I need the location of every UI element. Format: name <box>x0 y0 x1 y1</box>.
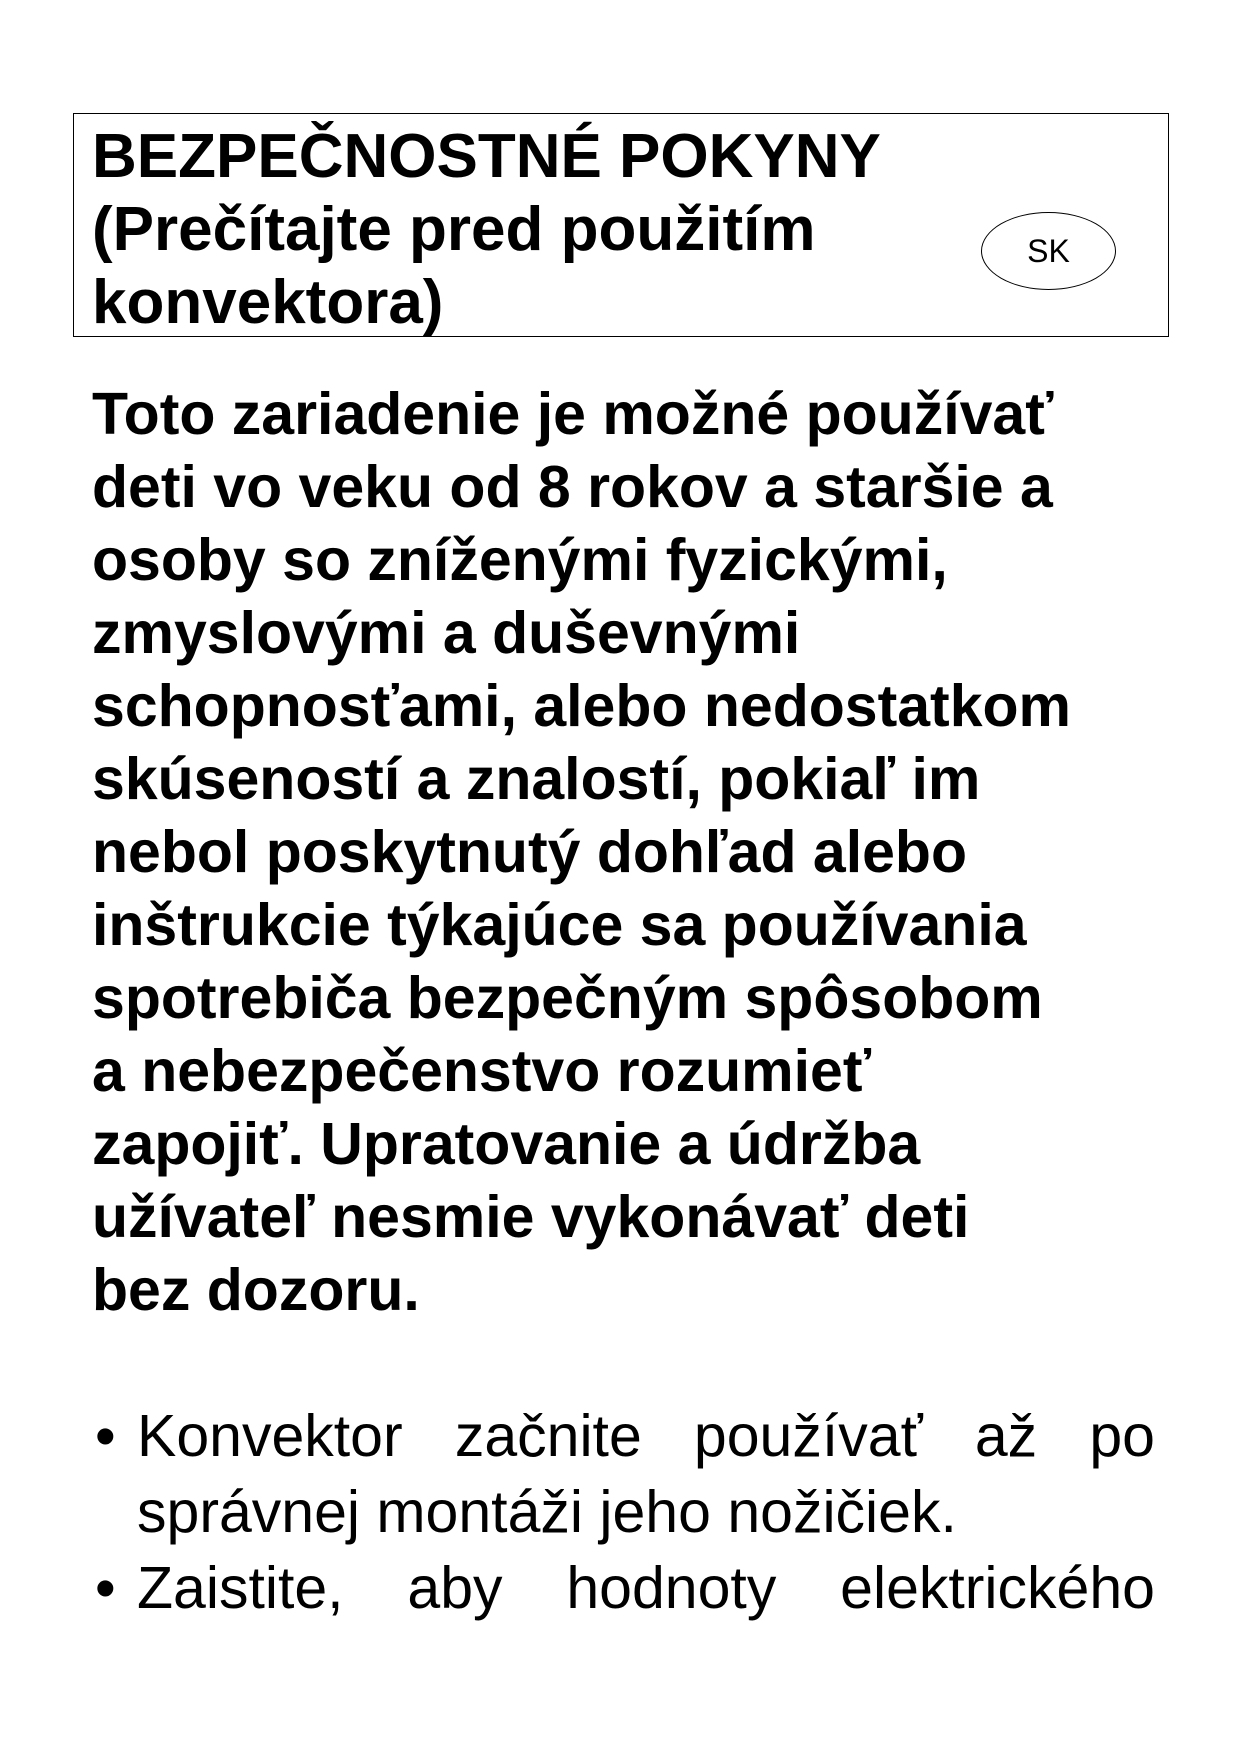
warning-line: deti vo veku od 8 rokov a staršie a <box>92 454 1053 520</box>
list-item <box>95 1550 1155 1626</box>
page-title <box>92 120 881 339</box>
list-item-line: správnej montáži jeho nožičiek. <box>137 1479 957 1545</box>
safety-title-box <box>73 113 1169 337</box>
list-item-line <box>137 1398 1155 1474</box>
warning-line: zmyslovými a duševnými <box>92 600 801 666</box>
warning-line: spotrebiča bezpečným spôsobom <box>92 965 1043 1031</box>
word: po <box>1089 1403 1155 1469</box>
word: Konvektor <box>137 1403 403 1469</box>
word: začnite <box>454 1403 642 1469</box>
warning-line: bez dozoru. <box>92 1257 420 1323</box>
title-line: (Prečítajte pred použitím <box>92 195 816 264</box>
list-item-line <box>137 1550 1155 1626</box>
warning-line: osoby so zníženými fyzickými, <box>92 527 948 593</box>
warning-line: inštrukcie týkajúce sa používania <box>92 892 1027 958</box>
word: až <box>974 1403 1038 1469</box>
warning-line: zapojiť. Upratovanie a údržba <box>92 1111 921 1177</box>
warning-line: a nebezpečenstvo rozumieť <box>92 1038 872 1104</box>
word: Zaistite, <box>137 1555 344 1621</box>
warning-line: užívateľ nesmie vykonávať deti <box>92 1184 970 1250</box>
language-badge: SK <box>981 212 1116 290</box>
list-item <box>95 1398 1155 1550</box>
word: hodnoty <box>566 1555 777 1621</box>
word: aby <box>407 1555 503 1621</box>
warning-paragraph <box>92 378 1071 1327</box>
word: elektrického <box>840 1555 1155 1621</box>
word: používať <box>693 1403 923 1469</box>
bullet-icon: • <box>95 1403 116 1469</box>
warning-line: schopnosťami, alebo nedostatkom <box>92 673 1072 739</box>
warning-line: skúseností a znalostí, pokiaľ im <box>92 746 981 812</box>
instruction-list <box>95 1398 1155 1626</box>
title-line: BEZPEČNOSTNÉ POKYNY <box>92 122 881 191</box>
title-line: konvektora) <box>92 268 444 337</box>
bullet-icon: • <box>95 1555 116 1621</box>
warning-line: Toto zariadenie je možné používať <box>92 381 1054 447</box>
warning-line: nebol poskytnutý dohľad alebo <box>92 819 968 885</box>
